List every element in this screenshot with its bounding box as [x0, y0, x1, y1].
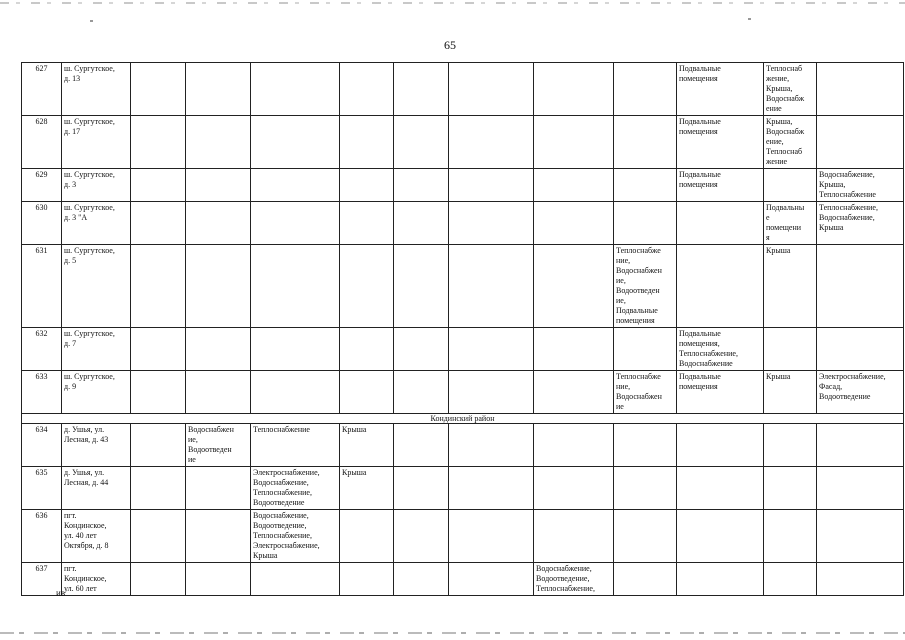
work-type-cell	[131, 116, 186, 169]
work-type-cell: Крыша	[340, 424, 394, 467]
row-number: 635	[22, 467, 62, 510]
district-heading: Кондинский район	[22, 414, 904, 424]
work-type-cell	[817, 116, 904, 169]
work-type-cell	[817, 245, 904, 328]
row-number: 629	[22, 169, 62, 202]
work-type-cell	[394, 202, 449, 245]
work-type-cell	[340, 328, 394, 371]
work-type-cell	[534, 116, 614, 169]
work-type-cell: Теплоснабжение	[251, 424, 340, 467]
work-type-cell	[817, 63, 904, 116]
address-cell: пгт. Кондинское, ул. 40 лет Октября, д. 8	[62, 510, 131, 563]
work-type-cell	[186, 328, 251, 371]
work-type-cell	[394, 563, 449, 596]
work-type-cell	[449, 563, 534, 596]
table-row	[22, 371, 904, 414]
work-type-cell: Водоснабжен ие, Водоотведен ие	[186, 424, 251, 467]
work-type-cell	[534, 510, 614, 563]
table-row	[22, 63, 904, 116]
work-type-cell	[817, 563, 904, 596]
work-type-cell	[534, 328, 614, 371]
work-type-cell: Подвальны е помещени я	[764, 202, 817, 245]
work-type-cell	[677, 510, 764, 563]
work-type-cell	[677, 245, 764, 328]
work-type-cell	[449, 424, 534, 467]
table-row	[22, 245, 904, 328]
work-type-cell	[394, 424, 449, 467]
work-type-cell	[394, 116, 449, 169]
work-type-cell	[340, 202, 394, 245]
work-type-cell	[251, 202, 340, 245]
work-type-cell: Подвальные помещения	[677, 63, 764, 116]
work-type-cell	[186, 116, 251, 169]
work-type-cell: Крыша	[764, 371, 817, 414]
table-row	[22, 169, 904, 202]
work-type-cell	[131, 169, 186, 202]
row-number: 636	[22, 510, 62, 563]
footer-mark: ив	[56, 588, 66, 598]
work-type-cell	[131, 467, 186, 510]
work-type-cell: Водоснабжение, Крыша, Теплоснабжение	[817, 169, 904, 202]
work-type-cell: Теплоснаб жение, Крыша, Водоснабж ение	[764, 63, 817, 116]
work-type-cell	[534, 371, 614, 414]
work-type-cell	[449, 371, 534, 414]
work-type-cell	[449, 63, 534, 116]
work-type-cell	[534, 169, 614, 202]
work-type-cell	[534, 202, 614, 245]
work-type-cell	[817, 467, 904, 510]
table-row	[22, 328, 904, 371]
work-type-cell	[534, 245, 614, 328]
work-type-cell	[340, 510, 394, 563]
work-type-cell: Водоснабжение, Водоотведение, Теплоснабжение,	[534, 563, 614, 596]
address-cell: д. Ушья, ул. Лесная, д. 43	[62, 424, 131, 467]
work-type-cell: Крыша, Водоснабж ение, Теплоснаб жение	[764, 116, 817, 169]
work-type-cell: Подвальные помещения	[677, 169, 764, 202]
address-cell: д. Ушья, ул. Лесная, д. 44	[62, 467, 131, 510]
work-type-cell: Крыша	[340, 467, 394, 510]
work-type-cell: Теплоснабжение, Водоснабжение, Крыша	[817, 202, 904, 245]
work-type-cell	[340, 63, 394, 116]
work-type-cell	[449, 467, 534, 510]
work-type-cell	[817, 328, 904, 371]
work-type-cell: Теплоснабже ние, Водоснабжен ие, Водоотведен ие, Подвальные помещения	[614, 245, 677, 328]
address-cell: ш. Сургутское, д. 9	[62, 371, 131, 414]
work-type-cell: Подвальные помещения	[677, 116, 764, 169]
work-type-cell	[394, 510, 449, 563]
work-type-cell	[764, 467, 817, 510]
work-type-cell	[394, 169, 449, 202]
work-type-cell	[131, 510, 186, 563]
work-type-cell	[186, 63, 251, 116]
work-type-cell	[251, 63, 340, 116]
register-table	[21, 62, 904, 596]
work-type-cell: Крыша	[764, 245, 817, 328]
work-type-cell	[251, 328, 340, 371]
work-type-cell	[394, 467, 449, 510]
work-type-cell	[764, 169, 817, 202]
work-type-cell: Подвальные помещения, Теплоснабжение, Водоснабжение	[677, 328, 764, 371]
table-row	[22, 116, 904, 169]
scan-artifact-top	[0, 2, 905, 4]
work-type-cell	[677, 202, 764, 245]
work-type-cell	[614, 116, 677, 169]
work-type-cell	[677, 424, 764, 467]
work-type-cell	[449, 510, 534, 563]
work-type-cell	[614, 510, 677, 563]
work-type-cell	[394, 328, 449, 371]
work-type-cell	[186, 467, 251, 510]
work-type-cell	[614, 424, 677, 467]
work-type-cell	[131, 371, 186, 414]
work-type-cell	[534, 63, 614, 116]
scan-speck	[748, 18, 751, 20]
work-type-cell	[340, 371, 394, 414]
work-type-cell	[394, 371, 449, 414]
work-type-cell: Электроснабжение, Фасад, Водоотведение	[817, 371, 904, 414]
work-type-cell	[186, 245, 251, 328]
work-type-cell	[614, 467, 677, 510]
table-row	[22, 424, 904, 467]
work-type-cell	[764, 563, 817, 596]
address-cell: ш. Сургутское, д. 7	[62, 328, 131, 371]
row-number: 633	[22, 371, 62, 414]
table-row	[22, 563, 904, 596]
work-type-cell	[186, 169, 251, 202]
table-row	[22, 467, 904, 510]
work-type-cell: Теплоснабже ние, Водоснабжен ие	[614, 371, 677, 414]
work-type-cell	[251, 245, 340, 328]
work-type-cell	[614, 169, 677, 202]
work-type-cell	[614, 202, 677, 245]
work-type-cell	[251, 371, 340, 414]
work-type-cell	[186, 202, 251, 245]
work-type-cell	[449, 116, 534, 169]
work-type-cell: Электроснабжение, Водоснабжение, Теплоснабжение, Водоотведение	[251, 467, 340, 510]
work-type-cell	[449, 169, 534, 202]
work-type-cell	[186, 371, 251, 414]
address-cell: ш. Сургутское, д. 17	[62, 116, 131, 169]
scan-speck	[90, 20, 93, 22]
work-type-cell	[394, 63, 449, 116]
work-type-cell	[534, 467, 614, 510]
work-type-cell	[817, 510, 904, 563]
work-type-cell	[251, 116, 340, 169]
table-row	[22, 510, 904, 563]
address-cell: ш. Сургутское, д. 5	[62, 245, 131, 328]
work-type-cell	[614, 63, 677, 116]
work-type-cell	[340, 245, 394, 328]
row-number: 634	[22, 424, 62, 467]
address-cell: ш. Сургутское, д. 3	[62, 169, 131, 202]
work-type-cell	[817, 424, 904, 467]
table-row	[22, 202, 904, 245]
work-type-cell	[186, 563, 251, 596]
scan-artifact-bottom	[0, 632, 905, 634]
page-number: 65	[444, 38, 456, 52]
work-type-cell	[186, 510, 251, 563]
address-cell: пгт. Кондинское, ул. 60 лет	[62, 563, 131, 596]
row-number: 628	[22, 116, 62, 169]
work-type-cell: Водоснабжение, Водоотведение, Теплоснабжение, Электроснабжение, Крыша	[251, 510, 340, 563]
work-type-cell	[677, 467, 764, 510]
district-row	[22, 414, 904, 424]
work-type-cell	[340, 563, 394, 596]
work-type-cell	[449, 245, 534, 328]
work-type-cell	[394, 245, 449, 328]
work-type-cell	[131, 424, 186, 467]
work-type-cell: Подвальные помещения	[677, 371, 764, 414]
row-number: 632	[22, 328, 62, 371]
work-type-cell	[131, 245, 186, 328]
work-type-cell	[251, 169, 340, 202]
row-number: 631	[22, 245, 62, 328]
work-type-cell	[764, 328, 817, 371]
row-number: 627	[22, 63, 62, 116]
work-type-cell	[131, 63, 186, 116]
address-cell: ш. Сургутское, д. 3 "А	[62, 202, 131, 245]
work-type-cell	[614, 328, 677, 371]
work-type-cell	[614, 563, 677, 596]
work-type-cell	[449, 202, 534, 245]
work-type-cell	[449, 328, 534, 371]
work-type-cell	[534, 424, 614, 467]
row-number: 637	[22, 563, 62, 596]
work-type-cell	[131, 563, 186, 596]
work-type-cell	[340, 116, 394, 169]
work-type-cell	[764, 510, 817, 563]
register-table-body	[22, 63, 904, 596]
work-type-cell	[677, 563, 764, 596]
address-cell: ш. Сургутское, д. 13	[62, 63, 131, 116]
row-number: 630	[22, 202, 62, 245]
work-type-cell	[131, 328, 186, 371]
work-type-cell	[251, 563, 340, 596]
work-type-cell	[131, 202, 186, 245]
work-type-cell	[340, 169, 394, 202]
work-type-cell	[764, 424, 817, 467]
